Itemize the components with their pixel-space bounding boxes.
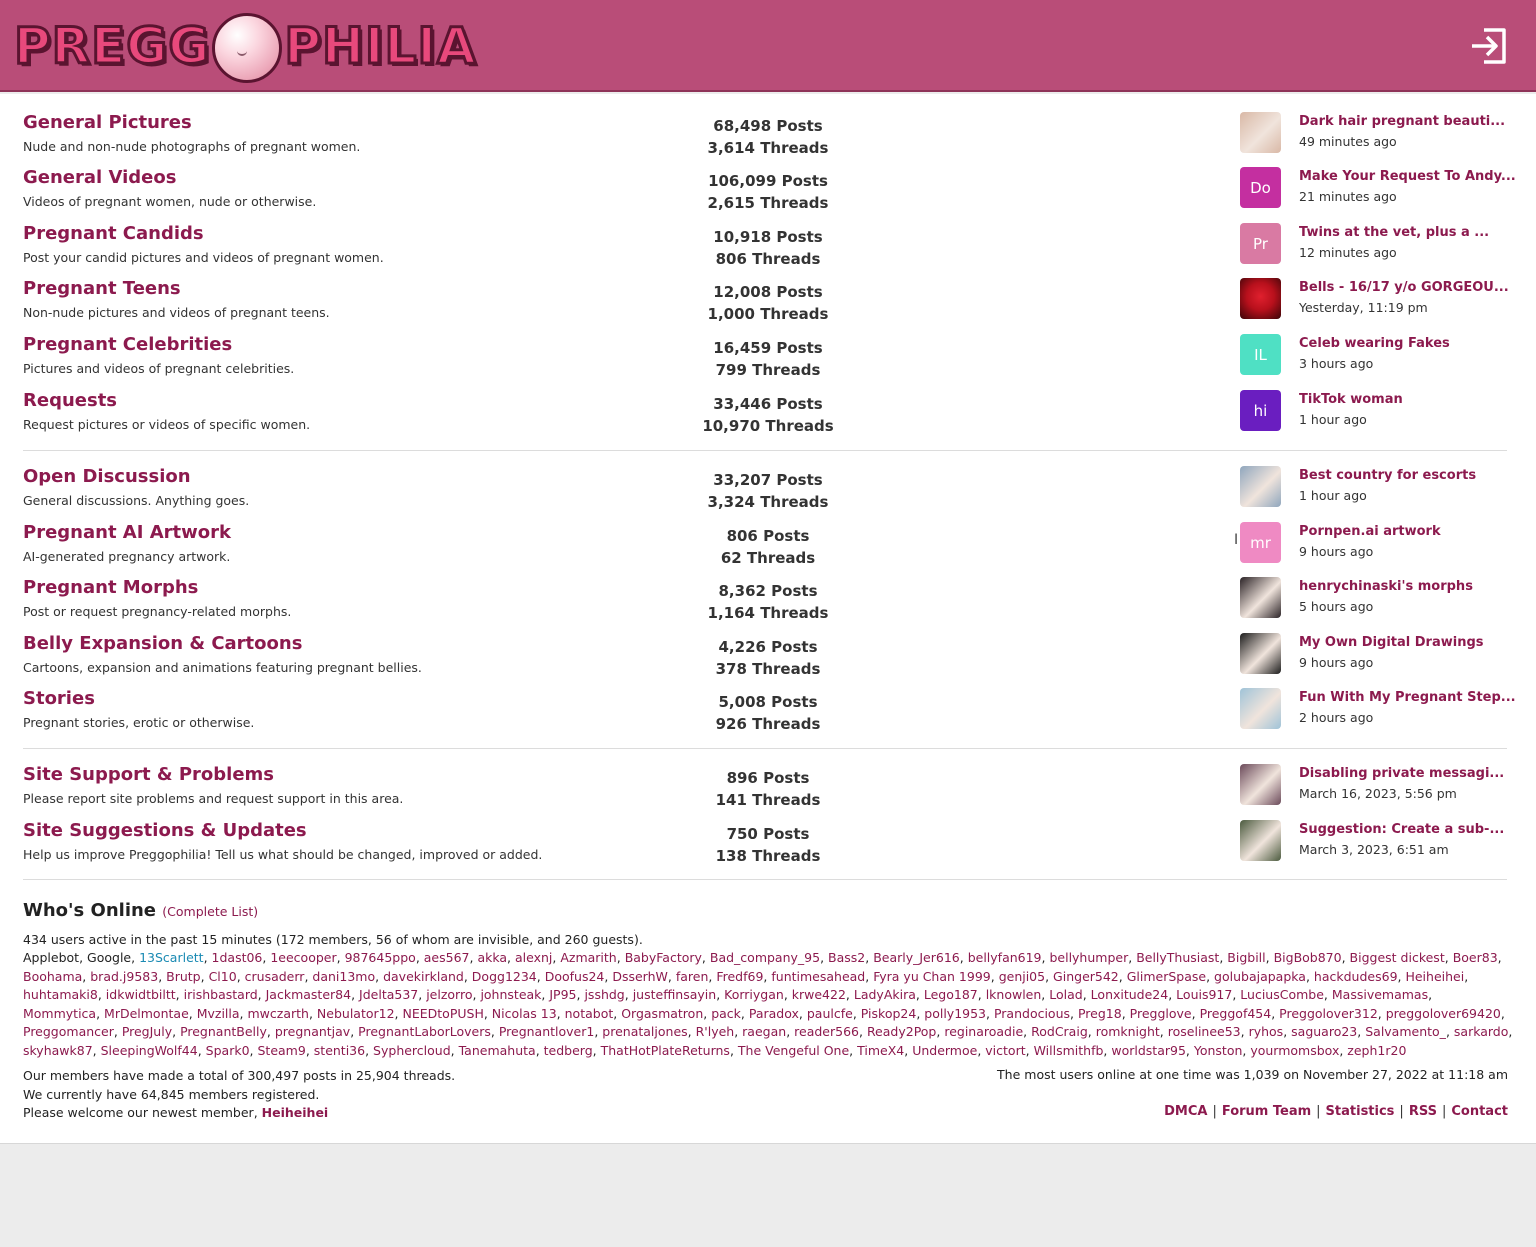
- online-user-link[interactable]: Ginger542: [1053, 968, 1119, 984]
- forum-title-link[interactable]: Belly Expansion & Cartoons: [23, 633, 303, 654]
- online-user-link[interactable]: paulcfe: [806, 1005, 853, 1021]
- last-post-title-link[interactable]: Fun With My Pregnant Step...: [1299, 690, 1516, 705]
- online-user-link[interactable]: Biggest dickest: [1349, 950, 1445, 965]
- thread-count: 3,324 Threads: [707, 493, 829, 511]
- thread-count: 799 Threads: [715, 361, 821, 379]
- online-user-link[interactable]: Bearly_Jer616: [873, 950, 960, 965]
- online-user-link[interactable]: LuciusCombe: [1240, 987, 1324, 1003]
- online-user-link[interactable]: huhtamaki8: [23, 987, 98, 1003]
- forum-description: General discussions. Anything goes.: [23, 493, 250, 508]
- online-user-link[interactable]: NEEDtoPUSH: [402, 1005, 484, 1021]
- forum-index: [0, 94, 1536, 1144]
- forum-row: [0, 577, 1536, 632]
- logo-text-right: PHILIA: [284, 17, 477, 75]
- online-user-link[interactable]: Willsmithfb: [1033, 1042, 1104, 1058]
- post-count: 68,498 Posts: [713, 117, 823, 135]
- last-post-title-link[interactable]: Best country for escorts: [1299, 468, 1477, 483]
- online-user-link[interactable]: Salvamento_: [1365, 1024, 1446, 1040]
- footer-separator: |: [1399, 1104, 1404, 1119]
- online-user-link[interactable]: The Vengeful One: [737, 1042, 850, 1058]
- last-post-time: March 3, 2023, 6:51 am: [1299, 842, 1449, 857]
- online-user-link[interactable]: genji05: [998, 968, 1046, 984]
- online-user-link[interactable]: MrDelmontae: [104, 1005, 189, 1021]
- last-post-avatar[interactable]: [1240, 112, 1281, 153]
- site-header: [0, 0, 1536, 92]
- newest-member-line: [23, 1104, 455, 1123]
- forum-row: [0, 278, 1536, 333]
- logo-ball-icon: [212, 13, 282, 83]
- online-user-link[interactable]: Louis917: [1176, 987, 1233, 1003]
- online-user-link[interactable]: PregnantBelly: [180, 1024, 267, 1040]
- forum-description: Post your candid pictures and videos of pregnant women.: [23, 250, 384, 265]
- section-divider: [23, 748, 1507, 749]
- online-user-link[interactable]: Nicolas 13: [491, 1005, 557, 1021]
- forum-title-link[interactable]: Pregnant Celebrities: [23, 334, 233, 355]
- online-user-link[interactable]: Boohama: [23, 968, 83, 984]
- forum-row: [0, 764, 1536, 819]
- online-user-link[interactable]: reader566: [794, 1024, 859, 1040]
- online-user-link[interactable]: Yonston: [1193, 1042, 1243, 1058]
- online-user-link[interactable]: Preggolover312: [1279, 1005, 1378, 1021]
- forum-stats: [668, 767, 868, 811]
- online-user-link[interactable]: aes567: [423, 950, 470, 965]
- online-user-link[interactable]: Dogg1234: [471, 968, 537, 984]
- last-post-time: 3 hours ago: [1299, 356, 1374, 371]
- forum-row: [0, 466, 1536, 521]
- online-user-link[interactable]: saguaro23: [1291, 1024, 1358, 1040]
- forum-description: Post or request pregnancy-related morphs.: [23, 604, 292, 619]
- forum-title-link[interactable]: Open Discussion: [23, 466, 191, 487]
- last-post-time: March 16, 2023, 5:56 pm: [1299, 786, 1457, 801]
- online-user-link[interactable]: bellyhumper: [1049, 950, 1129, 965]
- online-user-link[interactable]: crusaderr: [244, 968, 305, 984]
- online-user-link[interactable]: faren: [675, 968, 709, 984]
- forum-row: [0, 633, 1536, 688]
- thread-count: 806 Threads: [715, 250, 821, 268]
- online-user-link[interactable]: 13Scarlett: [139, 950, 204, 965]
- last-post-avatar[interactable]: [1240, 466, 1281, 507]
- forum-stats: [668, 281, 868, 325]
- online-user-link[interactable]: mwczarth: [247, 1005, 309, 1021]
- post-count: 806 Posts: [726, 527, 810, 545]
- online-user-link[interactable]: TimeX4: [857, 1042, 905, 1058]
- online-user-link[interactable]: Syphercloud: [373, 1042, 451, 1058]
- online-user-link[interactable]: lknowlen: [985, 987, 1042, 1003]
- thread-count: 378 Threads: [715, 660, 821, 678]
- forum-stats: [668, 393, 868, 437]
- last-post-time: 9 hours ago: [1299, 544, 1374, 559]
- last-post-title-link[interactable]: Dark hair pregnant beauti...: [1299, 114, 1506, 129]
- post-count: 12,008 Posts: [713, 283, 823, 301]
- last-post-avatar[interactable]: hi: [1240, 390, 1281, 431]
- post-count: 750 Posts: [726, 825, 810, 843]
- online-user-link[interactable]: prenataljones: [602, 1024, 688, 1040]
- online-user-link[interactable]: Mvzilla: [196, 1005, 240, 1021]
- post-count: 896 Posts: [726, 769, 810, 787]
- last-post-avatar[interactable]: Do: [1240, 167, 1281, 208]
- forum-stats: [668, 525, 868, 569]
- footer-separator: |: [1441, 1104, 1447, 1119]
- online-user-link[interactable]: polly1953: [924, 1005, 987, 1021]
- forum-description: Pregnant stories, erotic or otherwise.: [23, 715, 255, 730]
- forum-row: [0, 820, 1536, 875]
- thread-count: 141 Threads: [715, 791, 821, 809]
- online-user-link[interactable]: Undermoe: [912, 1042, 978, 1058]
- forum-title-link[interactable]: Pregnant Candids: [23, 223, 204, 244]
- online-user-link[interactable]: hackdudes69: [1313, 968, 1398, 984]
- newest-member-link[interactable]: Heiheihei: [261, 1105, 329, 1121]
- post-count: 5,008 Posts: [718, 693, 818, 711]
- last-post-title-link[interactable]: Suggestion: Create a sub-...: [1299, 822, 1505, 837]
- thread-count: 1,164 Threads: [707, 604, 829, 622]
- online-user-link[interactable]: Pregnantlover1: [498, 1024, 595, 1040]
- footer-links: [1164, 1104, 1508, 1119]
- forum-description: Videos of pregnant women, nude or otherwise.: [23, 194, 317, 209]
- forum-row: [0, 223, 1536, 278]
- login-icon[interactable]: [1468, 24, 1510, 68]
- online-user-link[interactable]: GlimerSpase: [1126, 968, 1207, 984]
- online-user-link[interactable]: Massivemamas: [1331, 987, 1429, 1003]
- footer-link[interactable]: DMCA: [1164, 1104, 1208, 1119]
- forum-description: Request pictures or videos of specific women.: [23, 417, 311, 432]
- online-user-link[interactable]: krwe422: [791, 987, 846, 1003]
- online-user-link[interactable]: Fredf69: [716, 968, 764, 984]
- complete-list-link[interactable]: (Complete List): [162, 904, 259, 919]
- online-users-list: Applebot, Google, 13Scarlett, 1dast06, 1eecooper, 987645ppo, aes567, akka, alexnj, Azmarith, BabyFactory, Bad_company_95, Bass2, Bearly_Jer616, bellyfan619, bellyhumper, BellyThusiast, Bigbill, BigBob870, Biggest dickest, Boer83, Boohama, brad.j9583, Brutp, Cl10, crusaderr, dani13mo, davekirkland, Dogg1234, Doofus24, DsserhW, faren, Fredf69, funtimesahead, Fyra yu Chan 1999, genji05, Ginger542, GlimerSpase, golubajapapka, hackdudes69, Heiheihei, huhtamaki8, idkwidtbiltt, irishbastard, Jackmaster84, Jdelta537, jelzorro, johnsteak, JP95, jsshdg, justeffinsayin, Korriygan, krwe422, LadyAkira, Lego187, lknowlen, Lolad, Lonxitude24, Louis917, LuciusCombe, Massivemamas, Mommytica, MrDelmontae, Mvzilla, mwczarth, Nebulator12, NEEDtoPUSH, Nicolas 13, notabot, Orgasmatron, pack, Paradox, paulcfe, Piskop24, polly1953, Prandocious, Preg18, Pregglove, Preggof454, Preggolover312, preggolover69420, Preggomancer, PregJuly, PregnantBelly, pregnantjav, PregnantLaborLovers, Pregnantlover1, prenataljones, R'lyeh, raegan, reader566, Ready2Pop, reginaroadie, RodCraig, romknight, roselinee53, ryhos, saguaro23, Salvamento_, sarkardo, skyhawk87, SleepingWolf44, Spark0, Steam9, stenti36, Syphercloud, Tanemahuta, tedberg, ThatHotPlateReturns, The Vengeful One, TimeX4, Undermoe, victort, Willsmithfb, worldstar95, Yonston, yourmomsbox, zeph1r20: [23, 950, 1513, 1058]
- online-user-link[interactable]: DsserhW: [612, 968, 668, 984]
- forum-stats: [668, 337, 868, 381]
- online-user-link[interactable]: RodCraig: [1031, 1024, 1088, 1040]
- online-user-link[interactable]: Tanemahuta: [458, 1042, 536, 1058]
- forum-description: AI-generated pregnancy artwork.: [23, 549, 231, 564]
- online-user-link[interactable]: Spark0: [205, 1042, 250, 1058]
- online-user-link[interactable]: Ready2Pop: [866, 1024, 937, 1040]
- online-user-link[interactable]: romknight: [1095, 1024, 1160, 1040]
- online-user-link[interactable]: 1eecooper: [270, 950, 337, 965]
- site-logo[interactable]: [14, 4, 484, 88]
- forum-title-link[interactable]: Pregnant AI Artwork: [23, 522, 231, 543]
- last-post-title-link[interactable]: Bells - 16/17 y/o GORGEOU...: [1299, 280, 1509, 295]
- last-post-title-link[interactable]: TikTok woman: [1299, 392, 1403, 407]
- forum-description: Help us improve Preggophilia! Tell us what should be changed, improved or added.: [23, 847, 543, 862]
- online-user-link[interactable]: Doofus24: [544, 968, 605, 984]
- last-post-avatar[interactable]: Pr: [1240, 223, 1281, 264]
- online-user-link[interactable]: Piskop24: [860, 1005, 917, 1021]
- section-divider: [23, 450, 1507, 451]
- online-user-link[interactable]: skyhawk87: [23, 1042, 93, 1058]
- online-user-link[interactable]: JP95: [549, 987, 577, 1003]
- forum-title-link[interactable]: Stories: [23, 688, 95, 709]
- post-count: 10,918 Posts: [713, 228, 823, 246]
- online-user-link[interactable]: pack: [711, 1005, 741, 1021]
- online-user-link[interactable]: sarkardo: [1453, 1024, 1509, 1040]
- post-count: 33,446 Posts: [713, 395, 823, 413]
- forum-stats: [668, 170, 868, 214]
- post-count: 16,459 Posts: [713, 339, 823, 357]
- online-user-link[interactable]: PregJuly: [121, 1024, 173, 1040]
- last-post-title-link[interactable]: Pornpen.ai artwork: [1299, 524, 1441, 539]
- last-post-title-link[interactable]: Make Your Request To Andy...: [1299, 169, 1516, 184]
- forum-row: [0, 334, 1536, 389]
- last-post-time: 49 minutes ago: [1299, 134, 1397, 149]
- online-user-link[interactable]: SleepingWolf44: [100, 1042, 198, 1058]
- last-post-time: 12 minutes ago: [1299, 245, 1397, 260]
- online-user-link[interactable]: Fyra yu Chan 1999: [873, 968, 991, 984]
- online-user-link[interactable]: Lego187: [923, 987, 978, 1003]
- forum-stats: [668, 115, 868, 159]
- last-post-avatar[interactable]: IL: [1240, 334, 1281, 375]
- online-user-link[interactable]: LadyAkira: [853, 987, 916, 1003]
- online-user-link[interactable]: BabyFactory: [624, 950, 702, 965]
- online-user-link[interactable]: Bigbill: [1227, 950, 1266, 965]
- online-user-link[interactable]: bellyfan619: [967, 950, 1042, 965]
- forum-description: Pictures and videos of pregnant celebrities.: [23, 361, 295, 376]
- footer-link[interactable]: RSS: [1408, 1104, 1437, 1119]
- footer-link[interactable]: Statistics: [1325, 1104, 1395, 1119]
- online-user-link[interactable]: Jackmaster84: [265, 987, 352, 1003]
- online-user-link[interactable]: alexnj: [514, 950, 553, 965]
- online-user-link[interactable]: jelzorro: [426, 987, 473, 1003]
- thread-count: 138 Threads: [715, 847, 821, 865]
- forum-row: [0, 522, 1536, 577]
- online-user-link[interactable]: Boer83: [1452, 950, 1498, 965]
- online-user-link[interactable]: akka: [477, 950, 508, 965]
- last-post-time: 21 minutes ago: [1299, 189, 1397, 204]
- online-user-link[interactable]: Jdelta537: [359, 987, 419, 1003]
- online-user-link[interactable]: Bass2: [828, 950, 866, 965]
- online-user-link[interactable]: Korriygan: [724, 987, 784, 1003]
- online-user-link[interactable]: Pregglove: [1129, 1005, 1192, 1021]
- text-cursor-icon: I: [1234, 532, 1239, 548]
- post-count: 33,207 Posts: [713, 471, 823, 489]
- last-post-time: 1 hour ago: [1299, 488, 1367, 503]
- online-summary: 434 users active in the past 15 minutes (172 members, 56 of whom are invisible, and 260 guests).: [23, 932, 643, 947]
- online-user-link[interactable]: brad.j9583: [90, 968, 159, 984]
- online-user-link[interactable]: PregnantLaborLovers: [358, 1024, 491, 1040]
- last-post-title-link[interactable]: Celeb wearing Fakes: [1299, 336, 1450, 351]
- last-post-time: 1 hour ago: [1299, 412, 1367, 427]
- online-user-link[interactable]: 987645ppo: [344, 950, 416, 965]
- online-user-link[interactable]: notabot: [564, 1005, 614, 1021]
- online-user-link[interactable]: Brutp: [166, 968, 201, 984]
- thread-count: 2,615 Threads: [707, 194, 829, 212]
- forum-stats: [668, 636, 868, 680]
- forum-row: [0, 167, 1536, 222]
- thread-count: 62 Threads: [720, 549, 816, 567]
- forum-description: Nude and non-nude photographs of pregnant women.: [23, 139, 361, 154]
- last-post-avatar[interactable]: [1240, 764, 1281, 805]
- last-post-title-link[interactable]: Twins at the vet, plus a ...: [1299, 225, 1490, 240]
- footer-separator: |: [1212, 1104, 1217, 1119]
- post-count: 4,226 Posts: [718, 638, 818, 656]
- forum-stats: [668, 226, 868, 270]
- forum-title-link[interactable]: Pregnant Morphs: [23, 577, 199, 598]
- forum-title-link[interactable]: General Pictures: [23, 112, 192, 133]
- online-user-link[interactable]: justeffinsayin: [632, 987, 717, 1003]
- thread-count: 926 Threads: [715, 715, 821, 733]
- footer-link[interactable]: Contact: [1451, 1104, 1508, 1119]
- last-post-title-link[interactable]: My Own Digital Drawings: [1299, 635, 1484, 650]
- last-post-avatar[interactable]: [1240, 820, 1281, 861]
- online-user-link[interactable]: Heiheihei: [1405, 968, 1465, 984]
- online-user-link[interactable]: BellyThusiast: [1136, 950, 1220, 965]
- last-post-avatar[interactable]: [1240, 688, 1281, 729]
- whos-online-title: Who's Online: [23, 900, 157, 921]
- online-user-link[interactable]: BigBob870: [1273, 950, 1342, 965]
- last-post-title-link[interactable]: Disabling private messagi...: [1299, 766, 1505, 781]
- forum-stats: [668, 823, 868, 867]
- forum-description: Please report site problems and request support in this area.: [23, 791, 404, 806]
- online-user-link[interactable]: dani13mo: [312, 968, 376, 984]
- online-user-link[interactable]: ThatHotPlateReturns: [600, 1042, 730, 1058]
- online-user-link[interactable]: golubajapapka: [1214, 968, 1306, 984]
- last-post-time: 9 hours ago: [1299, 655, 1374, 670]
- last-post-time: 5 hours ago: [1299, 599, 1374, 614]
- forum-stats: [668, 469, 868, 513]
- online-user-link[interactable]: Preggof454: [1199, 1005, 1272, 1021]
- forum-title-link[interactable]: Site Suggestions & Updates: [23, 820, 307, 841]
- online-user-link[interactable]: victort: [985, 1042, 1026, 1058]
- last-post-avatar[interactable]: mr: [1240, 522, 1281, 563]
- online-user-link[interactable]: R'lyeh: [695, 1024, 735, 1040]
- online-user-link[interactable]: Lolad: [1049, 987, 1083, 1003]
- online-user-link[interactable]: Prandocious: [993, 1005, 1071, 1021]
- thread-count: 1,000 Threads: [707, 305, 829, 323]
- online-user-link[interactable]: johnsteak: [480, 987, 542, 1003]
- online-user-link[interactable]: davekirkland: [383, 968, 464, 984]
- board-stats: [23, 1067, 455, 1123]
- last-post-time: 2 hours ago: [1299, 710, 1374, 725]
- online-user-link[interactable]: pregnantjav: [274, 1024, 351, 1040]
- forum-title-link[interactable]: General Videos: [23, 167, 177, 188]
- online-user-link[interactable]: Paradox: [748, 1005, 799, 1021]
- online-user-link[interactable]: Azmarith: [560, 950, 617, 965]
- post-count: 8,362 Posts: [718, 582, 818, 600]
- last-post-avatar[interactable]: [1240, 278, 1281, 319]
- online-user-link[interactable]: stenti36: [313, 1042, 366, 1058]
- logo-text-left: PREGG: [14, 17, 211, 75]
- total-posts-stat: Our members have made a total of 300,497 posts in 25,904 threads.: [23, 1068, 456, 1083]
- online-user-link[interactable]: Lonxitude24: [1090, 987, 1169, 1003]
- forum-stats: [668, 691, 868, 735]
- forum-stats: [668, 580, 868, 624]
- online-user-link[interactable]: roselinee53: [1167, 1024, 1241, 1040]
- online-user-link[interactable]: Preg18: [1077, 1005, 1122, 1021]
- forum-title-link[interactable]: Requests: [23, 390, 118, 411]
- thread-count: 10,970 Threads: [702, 417, 834, 435]
- online-user-link[interactable]: Cl10: [208, 968, 237, 984]
- footer-separator: |: [1316, 1104, 1321, 1119]
- online-user-link[interactable]: Preggomancer: [23, 1024, 114, 1040]
- last-post-avatar[interactable]: [1240, 633, 1281, 674]
- welcome-text: Please welcome our newest member,: [23, 1105, 258, 1121]
- registered-stat: We currently have 64,845 members registered.: [23, 1086, 320, 1102]
- online-user-link[interactable]: worldstar95: [1111, 1042, 1186, 1058]
- online-bot: Applebot: [23, 950, 80, 965]
- most-online-stat: The most users online at one time was 1,039 on November 27, 2022 at 11:18 am: [997, 1067, 1508, 1082]
- forum-row: [0, 112, 1536, 167]
- forum-row: [0, 390, 1536, 445]
- last-post-time: Yesterday, 11:19 pm: [1299, 300, 1428, 315]
- last-post-title-link[interactable]: henrychinaski's morphs: [1299, 579, 1473, 594]
- online-user-link[interactable]: yourmomsbox: [1250, 1042, 1340, 1058]
- whos-online-heading: [23, 900, 258, 921]
- footer-link[interactable]: Forum Team: [1221, 1104, 1312, 1119]
- forum-title-link[interactable]: Site Support & Problems: [23, 764, 275, 785]
- online-user-link[interactable]: preggolover69420: [1385, 1005, 1501, 1021]
- online-user-link[interactable]: irishbastard: [183, 987, 258, 1003]
- post-count: 106,099 Posts: [708, 172, 828, 190]
- online-user-link[interactable]: Steam9: [257, 1042, 306, 1058]
- online-user-link[interactable]: idkwidtbiltt: [105, 987, 176, 1003]
- online-user-link[interactable]: raegan: [742, 1024, 787, 1040]
- online-user-link[interactable]: Mommytica: [23, 1005, 97, 1021]
- online-user-link[interactable]: zeph1r20: [1347, 1042, 1407, 1058]
- online-user-link[interactable]: Orgasmatron: [621, 1005, 704, 1021]
- online-user-link[interactable]: 1dast06: [211, 950, 263, 965]
- online-user-link[interactable]: tedberg: [543, 1042, 593, 1058]
- online-user-link[interactable]: ryhos: [1248, 1024, 1284, 1040]
- forum-row: [0, 688, 1536, 743]
- online-user-link[interactable]: jsshdg: [584, 987, 625, 1003]
- online-user-link[interactable]: funtimesahead: [771, 968, 866, 984]
- online-user-link[interactable]: Bad_company_95: [709, 950, 821, 965]
- forum-description: Non-nude pictures and videos of pregnant teens.: [23, 305, 330, 320]
- section-divider: [23, 879, 1507, 880]
- online-bot: Google: [87, 950, 132, 965]
- forum-description: Cartoons, expansion and animations featuring pregnant bellies.: [23, 660, 422, 675]
- forum-title-link[interactable]: Pregnant Teens: [23, 278, 181, 299]
- online-user-link[interactable]: reginaroadie: [944, 1024, 1024, 1040]
- last-post-avatar[interactable]: [1240, 577, 1281, 618]
- online-user-link[interactable]: Nebulator12: [316, 1005, 395, 1021]
- thread-count: 3,614 Threads: [707, 139, 829, 157]
